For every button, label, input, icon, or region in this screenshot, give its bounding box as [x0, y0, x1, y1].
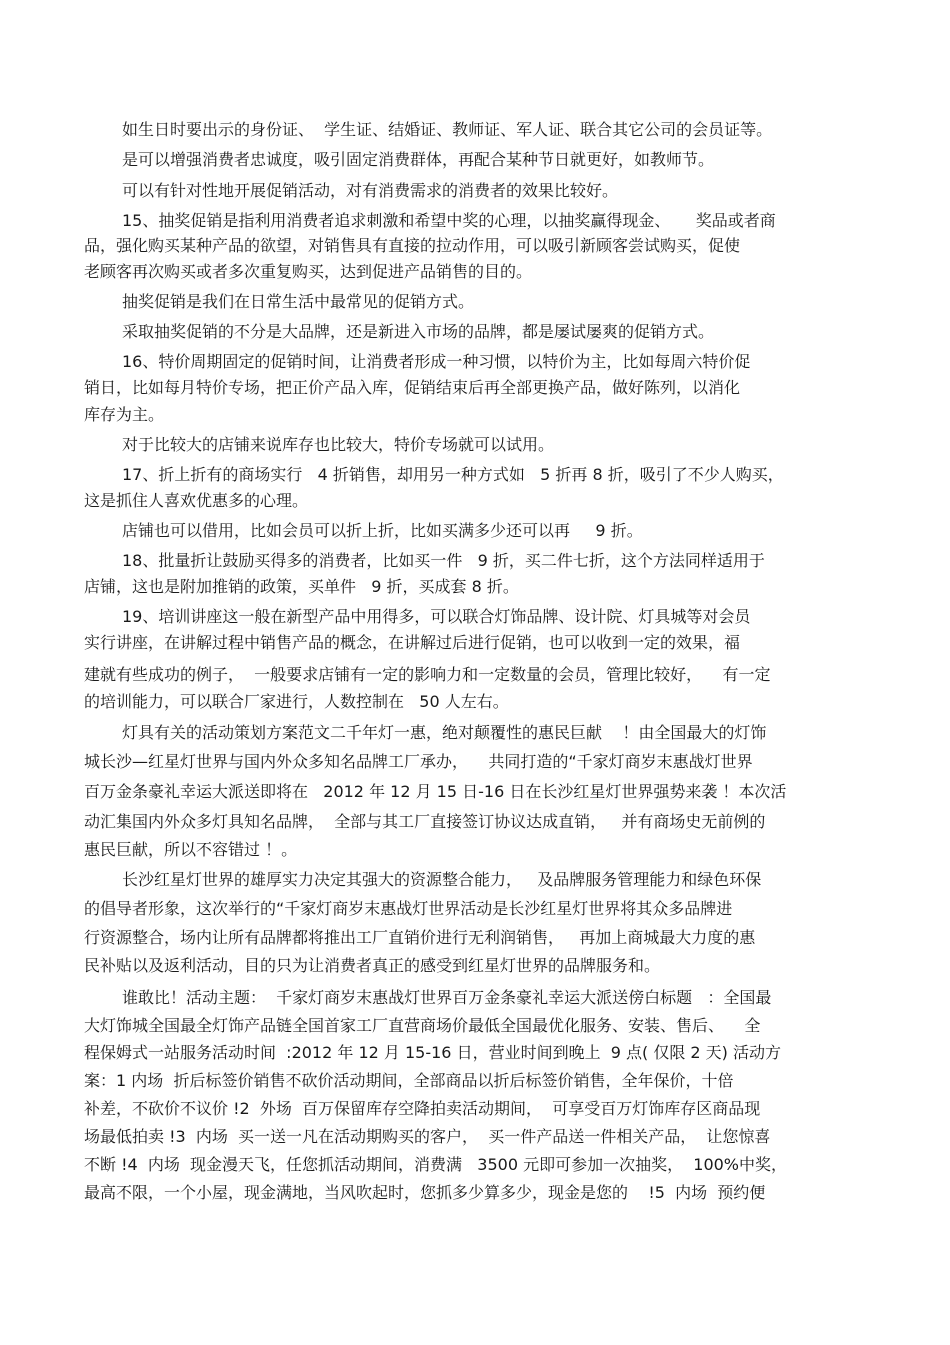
text-line: 对于比较大的店铺来说库存也比较大，特价专场就可以试用。 [122, 435, 555, 454]
text-line: 建就有些成功的例子， 一般要求店铺有一定的影响力和一定数量的会员，管理比较好， 有一定 [84, 665, 771, 684]
text-line: 百万金条豪礼幸运大派送即将在 2012 年 12 月 15 日-16 日在长沙红星灯世界强势来袭 ！本次活 [84, 782, 787, 801]
text-line: 是可以增强消费者忠诚度，吸引固定消费群体，再配合某种节日就更好，如教师节。 [122, 150, 715, 169]
text-line: 16、特价周期固定的促销时间，让消费者形成一种习惯，以特价为主，比如每周六特价促 [122, 352, 751, 371]
text-line: 最高不限，一个小屋，现金满地，当风吹起时，您抓多少算多少，现金是您的 !5 内场 预约便 [84, 1183, 766, 1202]
text-line: 店铺也可以借用，比如会员可以折上折，比如买满多少还可以再 9 折。 [122, 521, 643, 540]
text-line: 抽奖促销是我们在日常生活中最常见的促销方式。 [122, 292, 475, 311]
text-line: 这是抓住人喜欢优惠多的心理。 [84, 491, 309, 510]
text-line: 19、培训讲座这一般在新型产品中用得多，可以联合灯饰品牌、设计院、灯具城等对会员 [122, 607, 751, 626]
text-line: 行资源整合，场内让所有品牌都将推出工厂直销价进行无利润销售， 再加上商城最大力度的惠 [84, 928, 756, 947]
text-line: 18、批量折让鼓励买得多的消费者，比如买一件 9 折，买二件七折，这个方法同样适用于 [122, 551, 765, 570]
text-line: 补差，不砍价不议价 !2 外场 百万保留库存空降拍卖活动期间， 可享受百万灯饰库存区商品现 [84, 1099, 761, 1118]
text-line: 民补贴以及返利活动，目的只为让消费者真正的感受到红星灯世界的品牌服务和。 [84, 956, 661, 975]
text-line: 动汇集国内外众多灯具知名品牌， 全部与其工厂直接签订协议达成直销， 并有商场史无前例的 [84, 812, 766, 831]
text-line: 库存为主。 [84, 405, 165, 424]
text-line: 场最低拍卖 !3 内场 买一送一凡在活动期购买的客户， 买一件产品送一件相关产品， 让您惊喜 [84, 1127, 771, 1146]
text-line: 不断 !4 内场 现金漫天飞，任您抓活动期间，消费满 3500 元即可参加一次抽奖， 100%中奖， [84, 1155, 788, 1174]
text-line: 长沙红星灯世界的雄厚实力决定其强大的资源整合能力， 及品牌服务管理能力和绿色环保 [122, 870, 762, 889]
text-line: 店铺，这也是附加推销的政策，买单件 9 折，买成套 8 折。 [84, 577, 519, 596]
text-line: 实行讲座，在讲解过程中销售产品的概念，在讲解过后进行促销，也可以收到一定的效果，福 [84, 633, 741, 652]
text-line: 销日，比如每月特价专场，把正价产品入库，促销结束后再全部更换产品，做好陈列，以消化 [84, 378, 741, 397]
text-line: 如生日时要出示的身份证、 学生证、结婚证、教师证、军人证、联合其它公司的会员证等。 [122, 120, 773, 139]
text-line: 的倡导者形象，这次举行的“千家灯商岁末惠战灯世界活动是长沙红星灯世界将其众多品牌进 [84, 899, 733, 918]
text-line: 案：1 内场 折后标签价销售不砍价活动期间，全部商品以折后标签价销售，全年保价，十倍 [84, 1071, 734, 1090]
text-line: 灯具有关的活动策划方案范文二千年灯一惠，绝对颠覆性的惠民巨献 ！由全国最大的灯饰 [122, 723, 767, 742]
text-line: 15、抽奖促销是指利用消费者追求刺激和希望中奖的心理，以抽奖赢得现金、 奖品或者商 [122, 211, 776, 230]
text-line: 程保姆式一站服务活动时间 :2012 年 12 月 15-16 日，营业时间到晚上 9 点( 仅限 2 天) 活动方 [84, 1043, 782, 1062]
text-line: 城长沙—红星灯世界与国内外众多知名品牌工厂承办， 共同打造的“千家灯商岁末惠战灯世界 [84, 752, 753, 771]
text-line: 谁敢比！活动主题： 千家灯商岁末惠战灯世界百万金条豪礼幸运大派送傍白标题 ：全国最 [122, 988, 772, 1007]
text-line: 老顾客再次购买或者多次重复购买，达到促进产品销售的目的。 [84, 262, 533, 281]
text-line: 采取抽奖促销的不分是大品牌，还是新进入市场的品牌，都是屡试屡爽的促销方式。 [122, 322, 715, 341]
text-line: 大灯饰城全国最全灯饰产品链全国首家工厂直营商场价最低全国最优化服务、安装、售后、 全 [84, 1016, 761, 1035]
text-line: 品，强化购买某种产品的欲望，对销售具有直接的拉动作用，可以吸引新顾客尝试购买，促使 [84, 236, 741, 255]
text-line: 的培训能力，可以联合厂家进行，人数控制在 50 人左右。 [84, 692, 509, 711]
text-line: 惠民巨献，所以不容错过 ！。 [84, 840, 298, 859]
text-line: 17、折上折有的商场实行 4 折销售，却用另一种方式如 5 折再 8 折，吸引了不少人购买， [122, 465, 784, 484]
text-line: 可以有针对性地开展促销活动，对有消费需求的消费者的效果比较好。 [122, 181, 619, 200]
